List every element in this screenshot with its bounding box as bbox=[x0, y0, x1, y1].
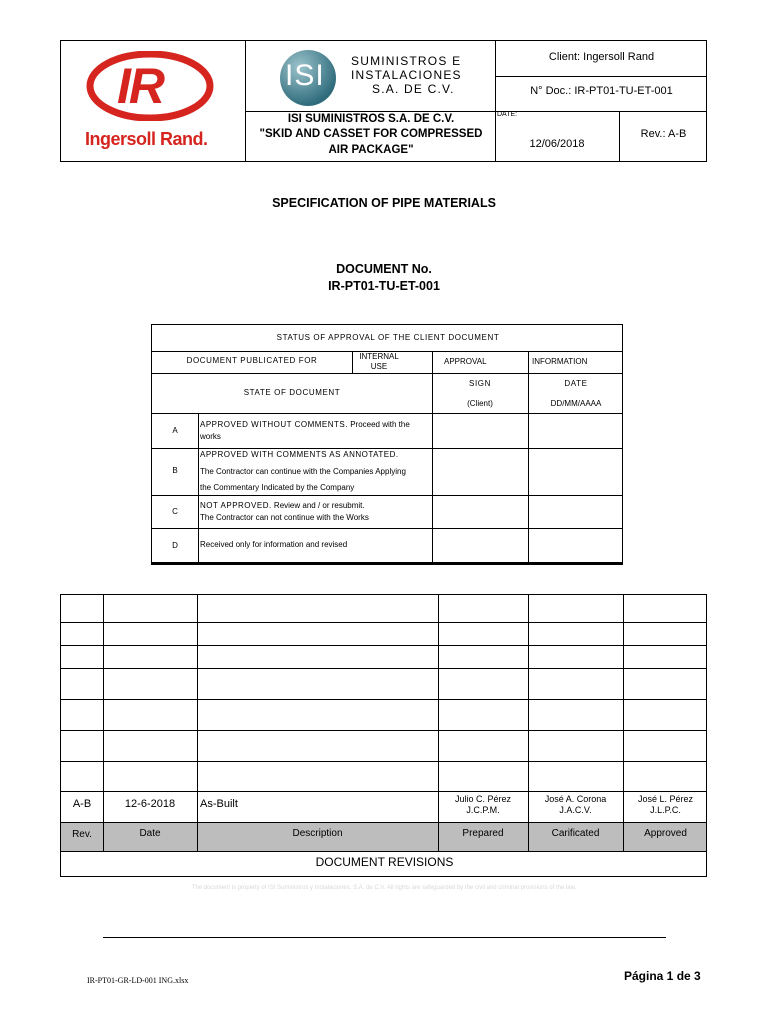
internal-use-line2: USE bbox=[370, 362, 388, 371]
footer-page-number: Página 1 de 3 bbox=[624, 969, 701, 983]
document-header bbox=[60, 40, 707, 162]
revision-rev: A-B bbox=[72, 798, 92, 810]
ir-logo-brand: Ingersoll Rand. bbox=[85, 129, 208, 149]
information-label: INFORMATION bbox=[532, 357, 588, 366]
date-value: 12/06/2018 bbox=[529, 138, 585, 150]
revision-date: 12-6-2018 bbox=[124, 798, 176, 810]
col-header-approved: Approved bbox=[644, 828, 687, 839]
status-c-bold: NOT APPROVED. bbox=[200, 501, 272, 510]
status-c-text bbox=[200, 501, 365, 510]
status-a-line1: Proceed with the bbox=[347, 420, 410, 429]
col-header-description: Description bbox=[292, 828, 343, 839]
document-number-label: DOCUMENT No. bbox=[336, 262, 432, 276]
project-line1: ISI SUMINISTROS S.A. DE C.V. bbox=[287, 113, 455, 125]
status-b-line1: The Contractor can continue with the Companies Applying bbox=[200, 467, 406, 476]
status-c-line2: The Contractor can not continue with the Works bbox=[200, 513, 369, 522]
revision-approved-name: José L. Pérez bbox=[637, 794, 694, 804]
approval-status-table bbox=[151, 324, 623, 563]
doc-number-field: N° Doc.: IR-PT01-TU-ET-001 bbox=[530, 85, 673, 97]
status-code-d: D bbox=[172, 541, 178, 550]
ir-logo-letters: IR bbox=[117, 58, 163, 114]
col-header-prepared: Prepared bbox=[462, 828, 504, 839]
company-name-line3: S.A. DE C.V. bbox=[372, 82, 455, 96]
col-header-date: Date bbox=[139, 828, 161, 839]
status-a-line2: works bbox=[200, 432, 221, 441]
status-b-bold: APPROVED WITH COMMENTS AS ANNOTATED. bbox=[200, 450, 399, 459]
col-header-certified: Carificated bbox=[551, 828, 600, 839]
date-format: DD/MM/AAAA bbox=[550, 399, 602, 408]
revisions-caption: DOCUMENT REVISIONS bbox=[315, 855, 454, 869]
revision-prepared-initials: J.C.P.M. bbox=[466, 805, 500, 815]
footer-rule bbox=[103, 937, 666, 938]
ingersoll-rand-logo bbox=[85, 51, 225, 151]
isi-logo-text: ISI bbox=[285, 59, 325, 92]
isi-logo bbox=[277, 49, 339, 107]
internal-use-line1: INTERNAL bbox=[359, 352, 399, 361]
status-code-c: C bbox=[172, 507, 178, 516]
client-label: (Client) bbox=[467, 399, 493, 408]
published-for-label: DOCUMENT PUBLICATED FOR bbox=[186, 356, 318, 365]
project-line2: "SKID AND CASSET FOR COMPRESSED bbox=[259, 128, 483, 140]
col-header-rev: Rev. bbox=[72, 829, 92, 840]
state-of-document-label: STATE OF DOCUMENT bbox=[243, 388, 341, 397]
status-d-line1: Received only for information and revised bbox=[200, 540, 348, 549]
status-code-a: A bbox=[172, 426, 178, 435]
project-line3: AIR PACKAGE" bbox=[328, 144, 414, 156]
status-a-bold: APPROVED WITHOUT COMMENTS. bbox=[200, 420, 348, 429]
revision-field: Rev.: A-B bbox=[640, 128, 687, 140]
status-code-b: B bbox=[172, 466, 178, 475]
status-a-text bbox=[200, 420, 410, 429]
date-label: DATE: bbox=[497, 111, 518, 118]
revision-description: As-Built bbox=[200, 798, 238, 810]
date-header: DATE bbox=[564, 379, 588, 388]
revision-certified-initials: J.A.C.V. bbox=[559, 805, 592, 815]
revision-certified-name: José A. Corona bbox=[544, 794, 607, 804]
status-c-line1: Review and / or resubmit. bbox=[271, 501, 365, 510]
status-b-line2: the Commentary Indicated by the Company bbox=[200, 483, 355, 492]
revision-approved-initials: J.L.P.C. bbox=[650, 805, 681, 815]
company-name-line2: INSTALACIONES bbox=[351, 68, 462, 82]
approval-label: APPROVAL bbox=[444, 357, 487, 366]
footer-filename: IR-PT01-GR-LD-001 ING.xlsx bbox=[87, 976, 189, 985]
legal-notice: The document is property of ISI Suministros y Instalaciones, S.A. de C.V. All rights are safeguarded by the civil and criminal provisions of the law. bbox=[191, 885, 577, 891]
revisions-table bbox=[60, 594, 707, 877]
document-title: SPECIFICATION OF PIPE MATERIALS bbox=[272, 196, 496, 210]
document-number-value: IR-PT01-TU-ET-001 bbox=[328, 279, 440, 293]
sign-label: SIGN bbox=[469, 379, 491, 388]
client-field: Client: Ingersoll Rand bbox=[548, 51, 655, 63]
status-table-heading: STATUS OF APPROVAL OF THE CLIENT DOCUMENT bbox=[276, 333, 500, 342]
revision-prepared-name: Julio C. Pérez bbox=[454, 794, 512, 804]
company-name-line1: SUMINISTROS E bbox=[351, 54, 462, 68]
